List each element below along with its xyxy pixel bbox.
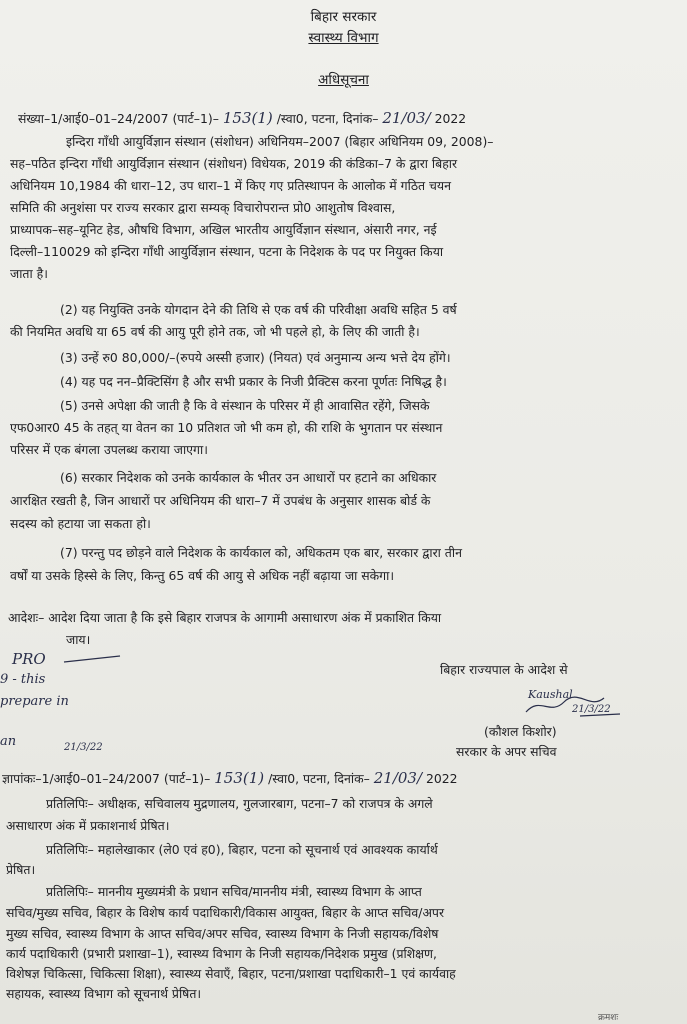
order-line: जाय।: [66, 632, 91, 647]
signatory-designation: सरकार के अपर सचिव: [456, 744, 557, 759]
copy2-line: प्रतिलिपिः– महालेखाकार (ले0 एवं ह0), बिहार, पटना को सूचनार्थ एवं आवश्यक कार्यार्थ: [46, 842, 438, 857]
reference-middle: /स्वा0, पटना, दिनांक–: [276, 111, 379, 126]
memo-prefix: ज्ञापांकः–1/आई0–01–24/2007 (पार्ट–1)–: [2, 771, 211, 786]
para1-line: जाता है।: [10, 266, 48, 281]
para6-line: (6) सरकार निदेशक को उनके कार्यकाल के भीतर उन आधारों पर हटाने का अधिकार: [60, 470, 437, 485]
signature-date: 21/3/22: [572, 704, 611, 715]
signature-scrawl: Kaushal: [528, 688, 573, 701]
copy3-line: कार्य पदाधिकारी (प्रभारी प्रशाखा–1), स्वास्थ्य विभाग के निजी सहायक/निदेशक प्रमुख (प्रशिक्षण,: [6, 946, 437, 961]
margin-note-line: PRO: [12, 650, 46, 668]
para1-line: समिति की अनुशंसा पर राज्य सरकार द्वारा सम्यक् विचारोपरान्त प्रो0 आशुतोष विश्वास,: [10, 200, 396, 215]
para1-line: इन्दिरा गाँधी आयुर्विज्ञान संस्थान (संशोधन) अधिनियम–2007 (बिहार अधिनियम 09, 2008)–: [66, 134, 494, 149]
margin-note-stroke: [60, 650, 130, 670]
para1-line: सह–पठित इन्दिरा गाँधी आयुर्विज्ञान संस्थान (संशोधन) विधेयक, 2019 की कंडिका–7 के द्वारा बिहार: [10, 156, 458, 171]
notification-heading: अधिसूचना: [318, 72, 369, 88]
copy1-line: प्रतिलिपिः– अधीक्षक, सचिवालय मुद्रणालय, गुलजारबाग, पटना–7 को राजपत्र के अगले: [46, 796, 433, 811]
handwritten-memo-number: 153(1): [214, 769, 265, 787]
para3-line: (3) उन्हें रु0 80,000/–(रुपये अस्सी हजार) (नियत) एवं अनुमान्य अन्य भत्ते देय होंगे।: [60, 350, 451, 365]
signatory-name: (कौशल किशोर): [484, 724, 557, 739]
para6-line: आरक्षित रखती है, जिन आधारों पर अधिनियम की धारा–7 में उपबंध के अनुसार शासक बोर्ड के: [10, 493, 431, 508]
para2-line: की नियमित अवधि या 65 वर्ष की आयु पूरी होने तक, जो भी पहले हो, के लिए की जाती है।: [10, 324, 420, 339]
copy2-line: प्रेषित।: [6, 862, 36, 877]
reference-year: 2022: [434, 111, 467, 126]
memo-middle: /स्वा0, पटना, दिनांक–: [268, 771, 370, 786]
copy3-line: सचिव/मुख्य सचिव, बिहार के विशेष कार्य पदाधिकारी/विकास आयुक्त, बिहार के आप्त सचिव/अपर: [6, 905, 445, 920]
margin-note-line: an: [0, 734, 17, 749]
para1-line: अधिनियम 10,1984 की धारा–12, उप धारा–1 में किए गए प्रतिस्थापन के आलोक में गठित चयन: [10, 178, 451, 193]
reference-number-line: [18, 110, 466, 127]
copy3-line: विशेषज्ञ चिकित्सा, चिकित्सा शिक्षा), स्वास्थ्य सेवाएँ, बिहार, पटना/प्रशाखा पदाधिकारी–1 एवं कार्यवाह: [6, 966, 456, 981]
para1-line: प्राध्यापक–सह–यूनिट हेड, औषधि विभाग, अखिल भारतीय आयुर्विज्ञान संस्थान, अंसारी नगर, नई: [10, 222, 437, 237]
para5-line: (5) उनसे अपेक्षा की जाती है कि वे संस्थान के परिसर में ही आवासित रहेंगे, जिसके: [60, 398, 430, 413]
para1-line: दिल्ली–110029 को इन्दिरा गाँधी आयुर्विज्ञान संस्थान, पटना के निदेशक के पद पर नियुक्त किया: [10, 244, 444, 259]
handwritten-issue-number: 153(1): [222, 109, 273, 127]
para7-line: वर्षों या उसके हिस्से के लिए, किन्तु 65 वर्ष की आयु से अधिक नहीं बढ़ाया जा सकेगा।: [10, 568, 395, 583]
margin-note-line: 9 - this: [0, 672, 46, 687]
department-title: स्वास्थ्य विभाग: [308, 30, 379, 46]
by-order-of-governor: बिहार राज्यपाल के आदेश से: [440, 662, 568, 677]
memo-year: 2022: [425, 771, 458, 786]
copy3-line: सहायक, स्वास्थ्य विभाग को सूचनार्थ प्रेषित।: [6, 986, 202, 1001]
memo-number-line: [2, 770, 458, 787]
order-line: आदेशः– आदेश दिया जाता है कि इसे बिहार राजपत्र के आगामी असाधारण अंक में प्रकाशित किया: [8, 610, 442, 625]
copy3-line: प्रतिलिपिः– माननीय मुख्यमंत्री के प्रधान सचिव/माननीय मंत्री, स्वास्थ्य विभाग के आप्त: [46, 884, 422, 899]
para5-line: परिसर में एक बंगला उपलब्ध कराया जाएगा।: [10, 442, 208, 457]
signature-scribble: [520, 690, 630, 724]
para4-line: (4) यह पद नन–प्रैक्टिसिंग है और सभी प्रकार के निजी प्रैक्टिस करना पूर्णतः निषिद्ध है।: [60, 374, 447, 389]
para2-line: (2) यह नियुक्ति उनके योगदान देने की तिथि से एक वर्ष की परिवीक्षा अवधि सहित 5 वर्ष: [60, 302, 457, 317]
handwritten-date: 21/03/: [382, 109, 431, 127]
reference-prefix: संख्या–1/आई0–01–24/2007 (पार्ट–1)–: [18, 111, 219, 126]
margin-note-line: prepare in: [0, 694, 69, 709]
copy1-line: असाधारण अंक में प्रकाशनार्थ प्रेषित।: [6, 818, 170, 833]
copy3-line: मुख्य सचिव, स्वास्थ्य विभाग के आप्त सचिव/अपर सचिव, स्वास्थ्य विभाग के निजी सहायक/विशेष: [6, 926, 439, 941]
margin-note-date: 21/3/22: [64, 742, 103, 753]
handwritten-memo-date: 21/03/: [373, 769, 423, 787]
para5-line: एफ0आर0 45 के तहत् या वेतन का 10 प्रतिशत जो भी कम हो, की राशि के भुगतान पर संस्थान: [10, 420, 443, 435]
para6-line: सदस्य को हटाया जा सकता हो।: [10, 516, 151, 531]
continuation-mark: क्रमशः: [598, 1013, 619, 1023]
para7-line: (7) परन्तु पद छोड़ने वाले निदेशक के कार्यकाल को, अधिकतम एक बार, सरकार द्वारा तीन: [60, 545, 462, 560]
government-title: बिहार सरकार: [310, 9, 377, 25]
